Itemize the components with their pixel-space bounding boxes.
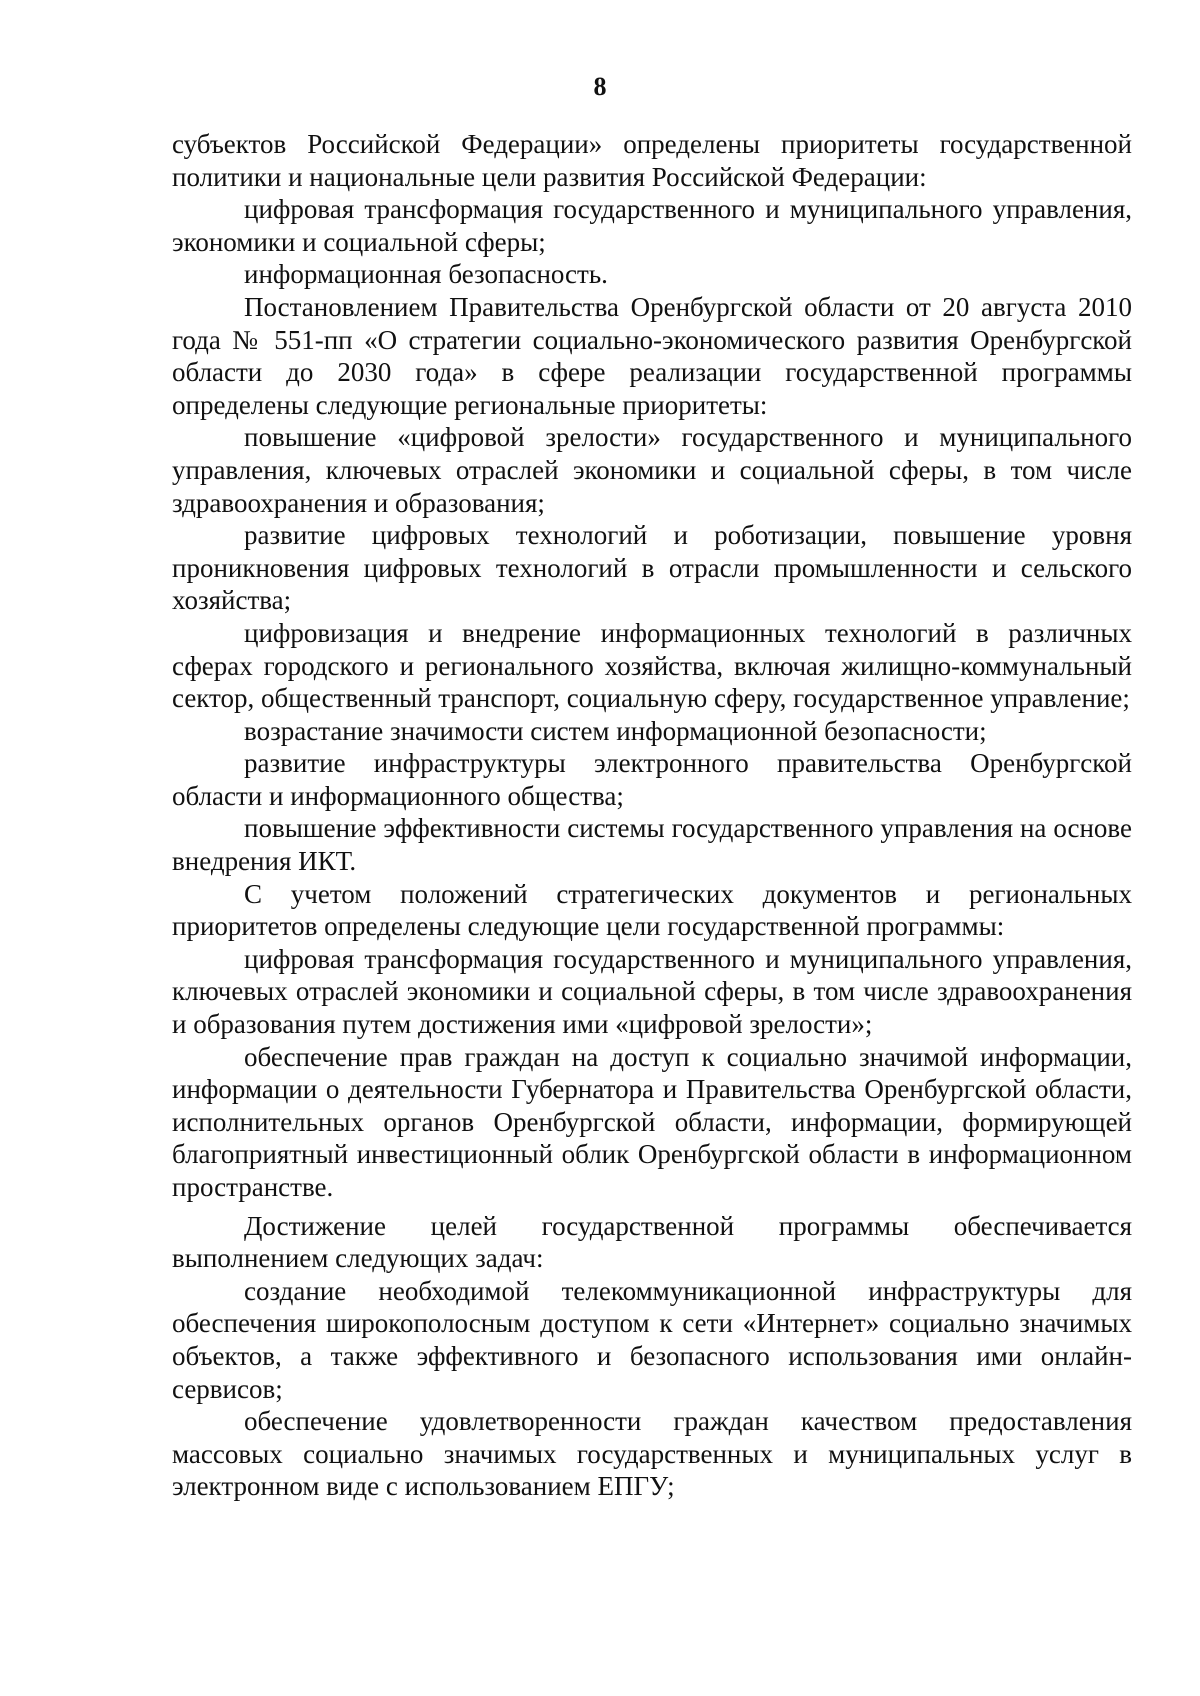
document-body xyxy=(172,128,1132,1503)
paragraph: информационная безопасность. xyxy=(244,259,608,290)
paragraph: развитие цифровых технологий и роботизации, повышение уровня проникновения цифровых технологий в отрасли промышленности и сельского хозяйства; xyxy=(172,520,1132,616)
paragraph: цифровая трансформация государственного и муниципального управления, ключевых отраслей экономики и социальной сферы, в том числе здравоохранения и образования путем достижения ими «цифровой зрелости»; xyxy=(172,943,1132,1040)
paragraph: Достижение целей государственной программы обеспечивается выполнением следующих задач: xyxy=(172,1210,1132,1274)
paragraph: цифровая трансформация государственного и муниципального управления, экономики и социальной сферы; xyxy=(172,194,1132,257)
page-number: 8 xyxy=(593,72,607,101)
paragraph: субъектов Российской Федерации» определены приоритеты государственной политики и национальные цели развития Российской Федерации: xyxy=(172,129,1132,192)
paragraph: повышение эффективности системы государственного управления на основе внедрения ИКТ. xyxy=(172,813,1132,877)
paragraph: С учетом положений стратегических документов и региональных приоритетов определены следующие цели государственной программы: xyxy=(172,878,1132,942)
paragraph: создание необходимой телекоммуникационной инфраструктуры для обеспечения широкополосным доступом к сети «Интернет» социально значимых объектов, а также эффективного и безопасного использования ими онлайн-сервисов; xyxy=(172,1275,1132,1404)
paragraph: повышение «цифровой зрелости» государственного и муниципального управления, ключевых отраслей экономики и социальной сферы, в том числе здравоохранения и образования; xyxy=(172,422,1132,518)
paragraph: обеспечение удовлетворенности граждан качеством предоставления массовых социально значимых государственных и муниципальных услуг в электронном виде с использованием ЕПГУ; xyxy=(172,1406,1132,1502)
paragraph: Постановлением Правительства Оренбургской области от 20 августа 2010 года № 551-пп «О стратегии социально-экономического развития Оренбургской области до 2030 года» в сфере реализации государственной программы определены следующие региональные приоритеты: xyxy=(172,291,1132,420)
paragraph: возрастание значимости систем информационной безопасности; xyxy=(244,715,987,746)
paragraph: обеспечение прав граждан на доступ к социально значимой информации, информации о деятельности Губернатора и Правительства Оренбургской области, исполнительных органов Оренбургской области, информации, формирующей благоприятный инвестиционный облик Оренбургской области в информационном пространстве. xyxy=(172,1041,1132,1202)
paragraph: развитие инфраструктуры электронного правительства Оренбургской области и информационного общества; xyxy=(172,748,1132,811)
paragraph: цифровизация и внедрение информационных технологий в различных сферах городского и регионального хозяйства, включая жилищно-коммунальный сектор, общественный транспорт, социальную сферу, государственное управление; xyxy=(172,617,1132,714)
